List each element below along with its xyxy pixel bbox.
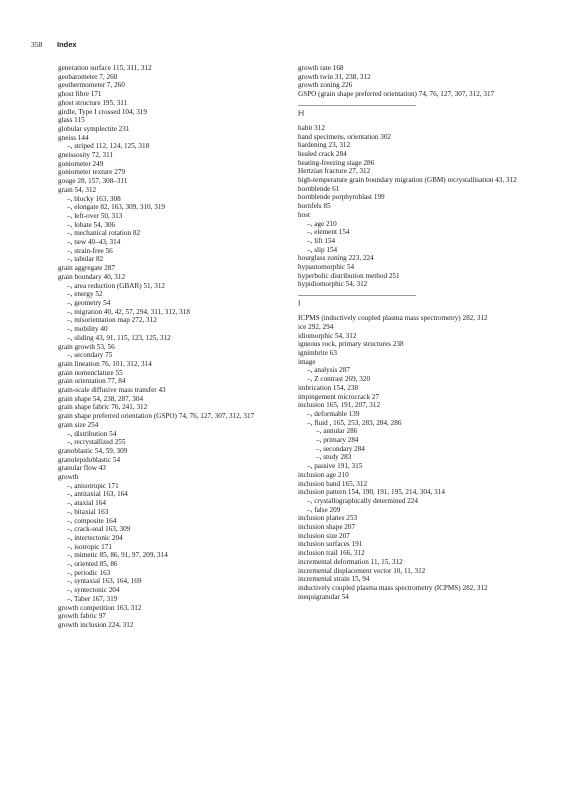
- index-subentry: –, sliding 43, 91, 115, 123, 125, 312: [67, 333, 171, 342]
- index-entry: ICPMS (inductively coupled plasma mass spectrometry) 282, 312: [298, 314, 488, 323]
- index-entry: inclusion age 210: [298, 470, 349, 479]
- index-entry: hand specimens, orientation 302: [298, 132, 392, 141]
- index-entry: geobarometer 7, 260: [58, 72, 118, 81]
- index-subentry: –, elongate 82, 163, 309, 310, 319: [67, 203, 166, 212]
- index-subentry: –, new 40–43, 314: [67, 238, 121, 247]
- index-entry: grain boundary 40, 312: [58, 272, 126, 281]
- index-subentry: –, slip 154: [307, 245, 338, 254]
- index-entry: grain lineation 76, 101, 312, 314: [58, 359, 152, 368]
- index-subentry: –, secondary 284: [316, 444, 365, 453]
- index-entry: glass 115: [58, 116, 85, 125]
- index-entry: goniometer texture 279: [58, 168, 126, 177]
- index-entry: inclusion planes 253: [298, 514, 358, 523]
- index-entry: growth twin 31, 238, 312: [298, 72, 371, 81]
- index-entry: GSPO (grain shape preferred orientation) 74, 76, 127, 307, 312, 317: [298, 90, 495, 99]
- index-entry: heating-freezing stage 286: [298, 158, 375, 167]
- section-i: [298, 295, 530, 308]
- index-entry: hyperbolic distribution method 251: [298, 271, 400, 280]
- index-entry: incremental deformation 11, 15, 312: [298, 557, 403, 566]
- index-subentry: –, secondary 75: [67, 351, 113, 360]
- index-entry: healed crack 284: [298, 149, 347, 158]
- index-entry: incremental strain 15, 94: [298, 575, 370, 584]
- index-column-left: [58, 64, 290, 630]
- i-entries: [298, 314, 530, 601]
- index-entry: habit 312: [298, 123, 325, 132]
- index-subentry: –, oriented 85, 86: [67, 560, 118, 569]
- index-subentry: –, strain-free 56: [67, 246, 113, 255]
- index-entry: globular symplectite 231: [58, 124, 130, 133]
- index-entry: ghost structure 195, 311: [58, 98, 128, 107]
- index-entry: host: [298, 210, 310, 219]
- index-entry: image: [298, 357, 316, 366]
- index-entry: granular flow 43: [58, 464, 106, 473]
- index-entry: grain orientation 77, 84: [58, 377, 126, 386]
- index-subentry: –, anisotropic 171: [67, 481, 119, 490]
- index-subentry: –, fluid , 165, 253, 283, 284, 286: [307, 418, 402, 427]
- index-entry: gneiss 144: [58, 133, 89, 142]
- index-subentry: –, syntectonic 204: [67, 586, 120, 595]
- index-subentry: –, annular 286: [316, 427, 358, 436]
- section-letter-h: H: [298, 107, 305, 118]
- index-entry: grain-scale diffusive mass transfer 43: [58, 386, 166, 395]
- index-entry: incremental displacement vector 10, 11, 312: [298, 566, 426, 575]
- index-entry: Hertzian fracture 27, 312: [298, 167, 371, 176]
- index-subentry: –, isotropic 171: [67, 542, 112, 551]
- index-subentry: –, striped 112, 124, 125, 318: [67, 142, 150, 151]
- index-entry: ice 292, 294: [298, 322, 334, 331]
- index-subentry: –, antitaxial 163, 164: [67, 490, 128, 499]
- index-entry: inclusion size 207: [298, 531, 350, 540]
- index-subentry: –, crystallographically determined 224: [307, 496, 418, 505]
- index-column-right: [298, 64, 530, 601]
- index-entry: grain shape preferred orientation (GSPO) 74, 76, 127, 307, 312, 317: [58, 412, 255, 421]
- index-subentry: –, geometry 54: [67, 298, 111, 307]
- page-number: 358: [31, 40, 43, 49]
- index-subentry: –, bitaxial 163: [67, 507, 109, 516]
- index-entry: grain shape 54, 238, 287, 304: [58, 394, 144, 403]
- index-entry: inclusion shape 207: [298, 523, 356, 532]
- index-subentry: –, analysis 287: [307, 366, 350, 375]
- index-entry: girdle, Type I crossed 104, 319: [58, 107, 147, 116]
- index-entry: impingement microcrack 27: [298, 392, 380, 401]
- g-entries-continued: [298, 64, 530, 99]
- index-entry: generation surface 115, 311, 312: [58, 64, 152, 72]
- index-entry: ignimbrite 63: [298, 348, 337, 357]
- index-entry: hornfels 85: [298, 202, 331, 211]
- section-divider: [298, 105, 416, 106]
- index-subentry: –, age 210: [307, 219, 337, 228]
- index-entry: grain 54, 312: [58, 185, 97, 194]
- index-entry: inequigranular 54: [298, 592, 349, 601]
- index-subentry: –, crack-seal 163, 309: [67, 525, 131, 534]
- index-subentry: –, false 209: [307, 505, 341, 514]
- section-divider: [298, 295, 416, 296]
- index-entry: imbrication 154, 238: [298, 383, 359, 392]
- index-entry: granolepidoblastic 54: [58, 455, 121, 464]
- index-subentry: –, left-over 50, 313: [67, 211, 123, 220]
- index-entry: geothermometer 7, 260: [58, 81, 125, 90]
- index-entry: inclusion band 165, 312: [298, 479, 368, 488]
- index-subentry: –, Taber 167, 319: [67, 594, 118, 603]
- index-entry: growth fabric 97: [58, 612, 106, 621]
- index-subentry: –, blocky 163, 308: [67, 194, 121, 203]
- h-entries: [298, 124, 530, 289]
- index-entry: hypidiomorphic 54, 312: [298, 280, 368, 289]
- index-entry: grain size 254: [58, 420, 99, 429]
- index-entry: hornblende 61: [298, 184, 340, 193]
- section-letter-i: I: [298, 298, 301, 309]
- index-subentry: –, energy 52: [67, 290, 103, 299]
- index-subentry: –, passive 191, 315: [307, 462, 363, 471]
- index-entry: growth inclusion 224, 312: [58, 621, 134, 629]
- index-entry: igneous rock, primary structures 238: [298, 340, 404, 349]
- index-entry: inductively coupled plasma mass spectrometry (ICPMS) 282, 312: [298, 583, 488, 592]
- index-entry: growth rate 168: [298, 64, 344, 72]
- index-entry: high-temperature grain boundary migration (GBM) recrystallisation 43, 312: [298, 176, 517, 185]
- index-subentry: –, recrystallized 255: [67, 438, 126, 447]
- index-entry: gneissosity 72, 311: [58, 151, 114, 160]
- index-entry: growth competition 163, 312: [58, 603, 142, 612]
- index-entry: inclusion pattern 154, 190, 191, 195, 214, 304, 314: [298, 488, 445, 497]
- index-entry: grain aggregate 287: [58, 264, 116, 273]
- index-entry: inclusion trail 166, 312: [298, 549, 365, 558]
- index-entry: ghost fibre 171: [58, 90, 102, 99]
- index-subentry: –, syntaxial 163, 164, 169: [67, 577, 142, 586]
- index-subentry: –, misorientation map 272, 312: [67, 316, 157, 325]
- index-entry: hourglass zoning 223, 224: [298, 254, 374, 263]
- index-subentry: –, tabular 82: [67, 255, 104, 264]
- index-entry: inclusion 165, 191, 207, 312: [298, 401, 381, 410]
- index-subentry: –, migration 40, 42, 57, 294, 311, 312, 318: [67, 307, 190, 316]
- index-subentry: –, ataxial 164: [67, 499, 106, 508]
- index-subentry: –, mobility 40: [67, 325, 108, 334]
- index-subentry: –, element 154: [307, 228, 350, 237]
- index-entry: growth: [58, 473, 79, 482]
- header-label: Index: [57, 40, 77, 49]
- index-subentry: –, periodic 163: [67, 568, 111, 577]
- index-subentry: –, study 283: [316, 453, 352, 462]
- index-entry: granoblastic 54, 59, 309: [58, 446, 128, 455]
- index-subentry: –, area reduction (GBAR) 51, 312: [67, 281, 166, 290]
- index-subentry: –, distribution 54: [67, 429, 117, 438]
- index-entry: grain shape fabric 76, 241, 312: [58, 403, 148, 412]
- index-entry: inclusion surfaces 191: [298, 540, 363, 549]
- index-entry: growth zoning 226: [298, 81, 353, 90]
- index-entry: gouge 28, 157, 308–311: [58, 177, 128, 186]
- index-subentry: –, Z contrast 269, 320: [307, 375, 371, 384]
- index-entry: grain nomenclature 55: [58, 368, 123, 377]
- index-entry: hornblende porphyroblast 199: [298, 193, 385, 202]
- index-subentry: –, mechanical rotation 82: [67, 229, 141, 238]
- index-subentry: –, lift 154: [307, 236, 336, 245]
- index-entry: hardening 23, 312: [298, 141, 351, 150]
- index-entry: goniometer 249: [58, 159, 104, 168]
- running-header: [31, 40, 77, 49]
- index-entry: idiomorphic 54, 312: [298, 331, 357, 340]
- section-h: [298, 105, 530, 118]
- index-subentry: –, composite 164: [67, 516, 117, 525]
- index-subentry: –, deformable 139: [307, 409, 360, 418]
- index-entry: hypautomorphic 54: [298, 263, 355, 272]
- index-entry: grain growth 53, 56: [58, 342, 115, 351]
- index-subentry: –, mimetic 85, 86, 91, 97, 209, 314: [67, 551, 168, 560]
- index-subentry: –, lobate 54, 306: [67, 220, 116, 229]
- index-subentry: –, primary 284: [316, 436, 359, 445]
- index-subentry: –, intertectonic 204: [67, 533, 123, 542]
